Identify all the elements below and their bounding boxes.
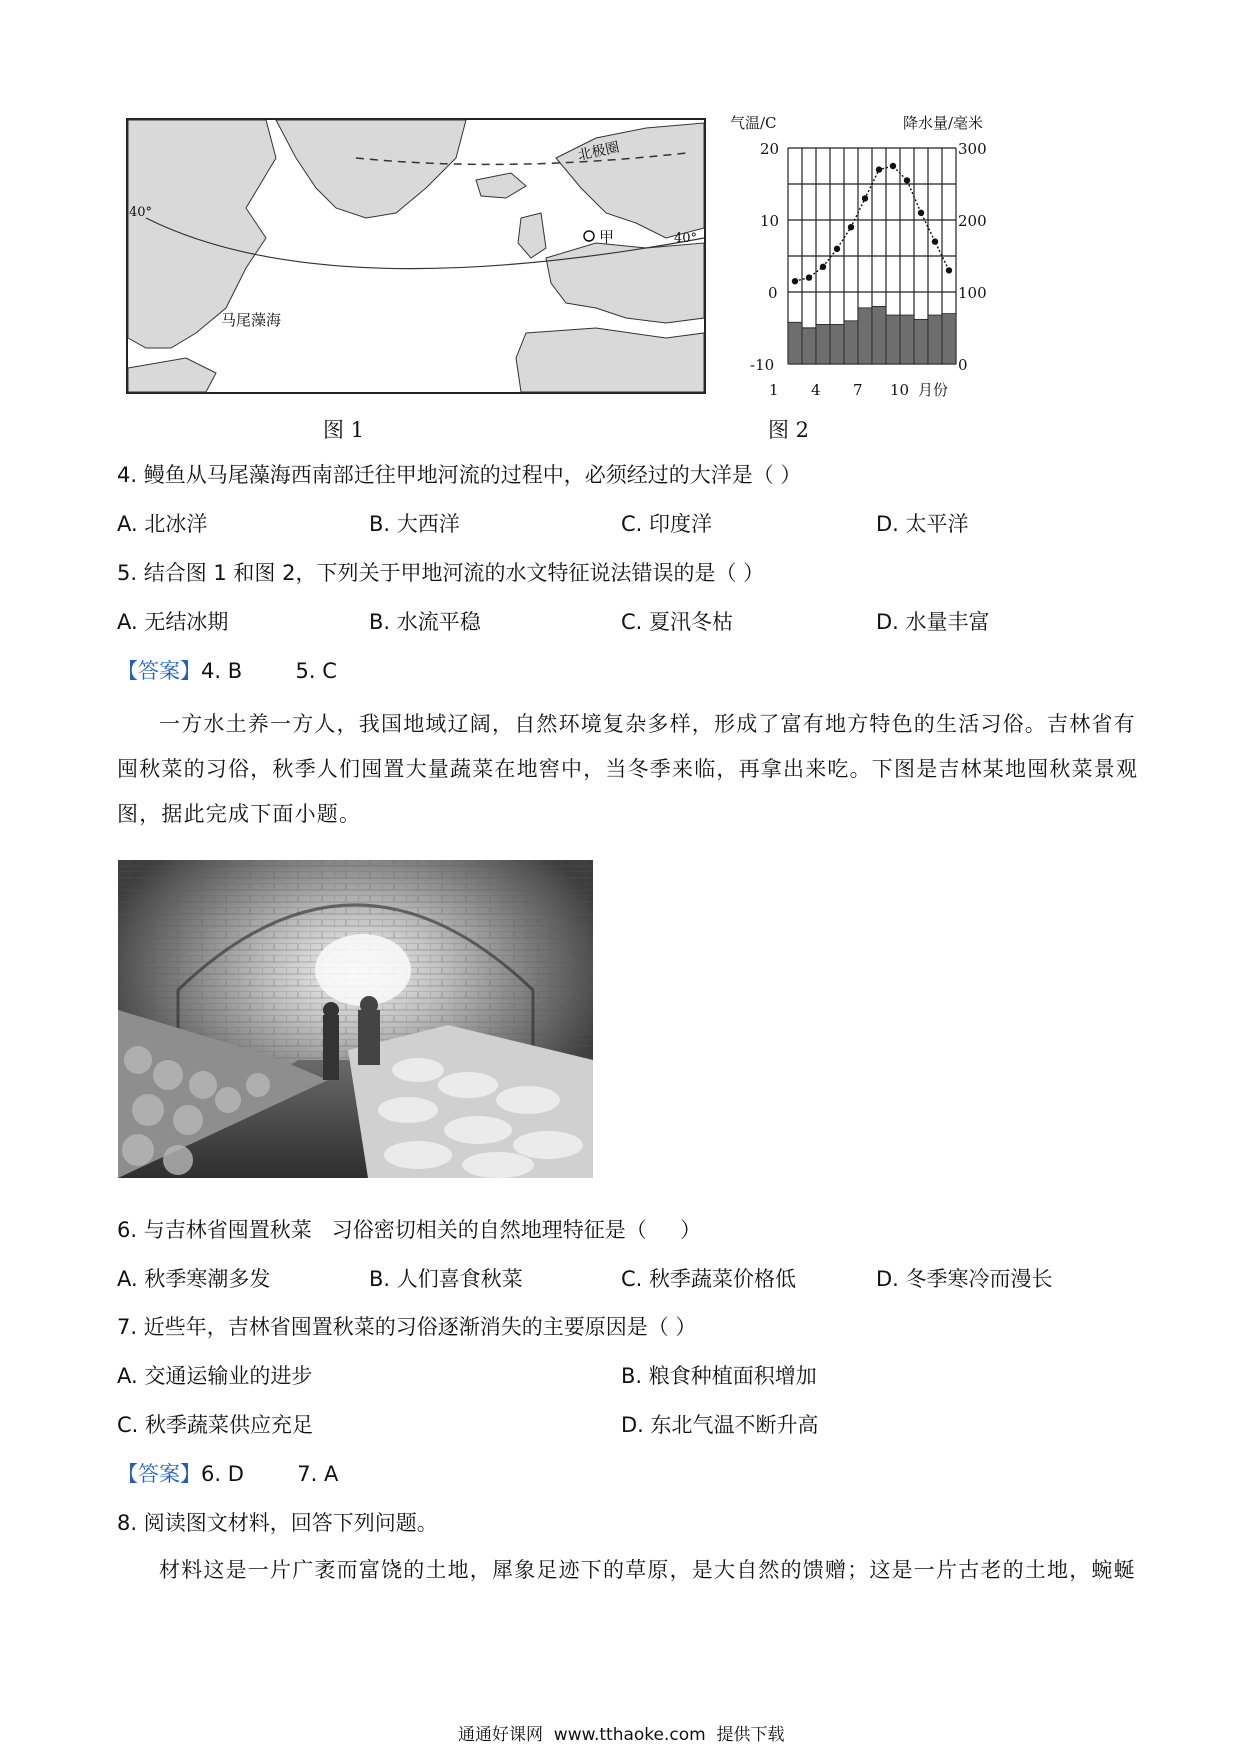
temperature-point-month-10	[918, 210, 924, 216]
lat-right-label: 40°	[674, 231, 698, 246]
precip-bar-month-12	[942, 314, 956, 364]
temperature-point-month-3	[820, 264, 826, 270]
precip-bar-month-4	[830, 324, 844, 364]
figure2-climate-chart	[728, 108, 1008, 408]
q6-stem: 6. 与吉林省囤置秋菜 习俗密切相关的自然地理特征是（ ）	[117, 1218, 702, 1242]
temperature-point-month-12	[946, 267, 952, 273]
precip-bar-month-10	[914, 319, 928, 364]
temperature-point-month-5	[848, 224, 854, 230]
answer-text: 4. B 5. C	[201, 659, 337, 683]
x-tick-7: 7	[853, 381, 863, 399]
q5-stem: 5. 结合图 1 和图 2，下列关于甲地河流的水文特征说法错误的是（ ）	[117, 561, 765, 585]
q8-stem: 8. 阅读图文材料，回答下列问题。	[117, 1511, 438, 1535]
precip-bar-month-9	[900, 315, 914, 364]
q6-option-d: D. 冬季寒冷而漫长	[876, 1267, 1053, 1291]
passage-line-2: 囤秋菜的习俗，秋季人们囤置大量蔬菜在地窖中，当冬季来临，再拿出来吃。下图是吉林某地囤秋菜景观	[117, 757, 1139, 781]
precip-bar-month-7	[872, 306, 886, 364]
footer-text: 通通好课网 www.tthaoke.com 提供下载	[458, 1725, 785, 1745]
q4-stem: 4. 鳗鱼从马尾藻海西南部迁往甲地河流的过程中，必须经过的大洋是（ ）	[117, 463, 802, 487]
point-jia-marker	[584, 231, 594, 241]
q7-option-a: A. 交通运输业的进步	[117, 1364, 313, 1388]
passage-line-1: 一方水土养一方人，我国地域辽阔，自然环境复杂多样，形成了富有地方特色的生活习俗。吉林省有	[159, 712, 1136, 736]
q7-stem: 7. 近些年，吉林省囤置秋菜的习俗逐渐消失的主要原因是（ ）	[117, 1315, 697, 1339]
answer-4-5	[117, 655, 337, 685]
q7-option-c: C. 秋季蔬菜供应充足	[117, 1413, 314, 1437]
right-tick-300: 300	[958, 140, 987, 158]
figure1-map	[126, 118, 706, 394]
figure2-caption: 图 2	[768, 418, 810, 442]
answer-6-7	[117, 1458, 338, 1488]
left-tick-0: 0	[768, 284, 778, 302]
left-tick-20: 20	[760, 140, 780, 158]
q8-material: 材料这是一片广袤而富饶的土地，犀象足迹下的草原，是大自然的馈赠；这是一片古老的土地，蜿蜒	[159, 1558, 1136, 1582]
right-tick-200: 200	[958, 212, 987, 230]
q4-option-d: D. 太平洋	[876, 512, 969, 536]
temperature-point-month-8	[890, 163, 896, 169]
x-tick-10: 10	[890, 381, 910, 399]
figure1-caption: 图 1	[323, 418, 365, 442]
left-axis-title: 气温/C	[730, 114, 777, 132]
q4-option-c: C. 印度洋	[621, 512, 713, 536]
x-tick-1: 1	[769, 381, 779, 399]
passage	[117, 702, 1139, 837]
lat-left-label: 40°	[129, 205, 153, 220]
q5-option-d: D. 水量丰富	[876, 610, 990, 634]
temperature-point-month-4	[834, 246, 840, 252]
x-tick-4: 4	[811, 381, 821, 399]
temperature-point-month-2	[806, 274, 812, 280]
q7-option-b: B. 粮食种植面积增加	[621, 1364, 817, 1388]
q4-option-b: B. 大西洋	[369, 512, 460, 536]
temperature-point-month-7	[876, 166, 882, 172]
north-atlantic-map	[126, 118, 706, 394]
answer-text: 6. D 7. A	[201, 1462, 339, 1486]
precip-bar-month-1	[788, 322, 802, 364]
vegetable-cellar-photo	[118, 860, 593, 1178]
q7-option-d: D. 东北气温不断升高	[621, 1413, 819, 1437]
precip-bar-month-6	[858, 308, 872, 364]
answer-tag: 【答案】	[117, 1462, 201, 1486]
point-jia-label: 甲	[599, 228, 615, 246]
right-tick-0: 0	[958, 356, 968, 374]
q4-option-a: A. 北冰洋	[117, 512, 208, 536]
sargasso-label: 马尾藻海	[221, 311, 282, 329]
left-tick-10: 10	[760, 212, 780, 230]
right-axis-title: 降水量/毫米	[903, 114, 984, 132]
right-tick-100: 100	[958, 284, 987, 302]
cellar-image	[118, 860, 593, 1178]
temperature-point-month-9	[904, 177, 910, 183]
precip-bar-month-2	[802, 328, 816, 364]
passage-line-3: 图，据此完成下面小题。	[117, 802, 362, 826]
temperature-point-month-6	[862, 195, 868, 201]
q5-option-a: A. 无结冰期	[117, 610, 229, 634]
precip-bar-month-5	[844, 321, 858, 364]
q5-option-c: C. 夏汛冬枯	[621, 610, 734, 634]
arctic-circle-label: 北极圈	[576, 139, 621, 164]
q6-option-c: C. 秋季蔬菜价格低	[621, 1267, 797, 1291]
q6-option-a: A. 秋季寒潮多发	[117, 1267, 271, 1291]
temperature-point-month-1	[792, 278, 798, 284]
left-tick-neg10: -10	[750, 356, 775, 374]
climate-chart-svg	[728, 108, 1008, 408]
temperature-point-month-11	[932, 238, 938, 244]
q6-option-b: B. 人们喜食秋菜	[369, 1267, 523, 1291]
answer-tag: 【答案】	[117, 659, 201, 683]
precip-bar-month-3	[816, 324, 830, 364]
precip-bar-month-11	[928, 315, 942, 364]
precip-bar-month-8	[886, 315, 900, 364]
month-label: 月份	[918, 381, 949, 399]
q5-option-b: B. 水流平稳	[369, 610, 481, 634]
